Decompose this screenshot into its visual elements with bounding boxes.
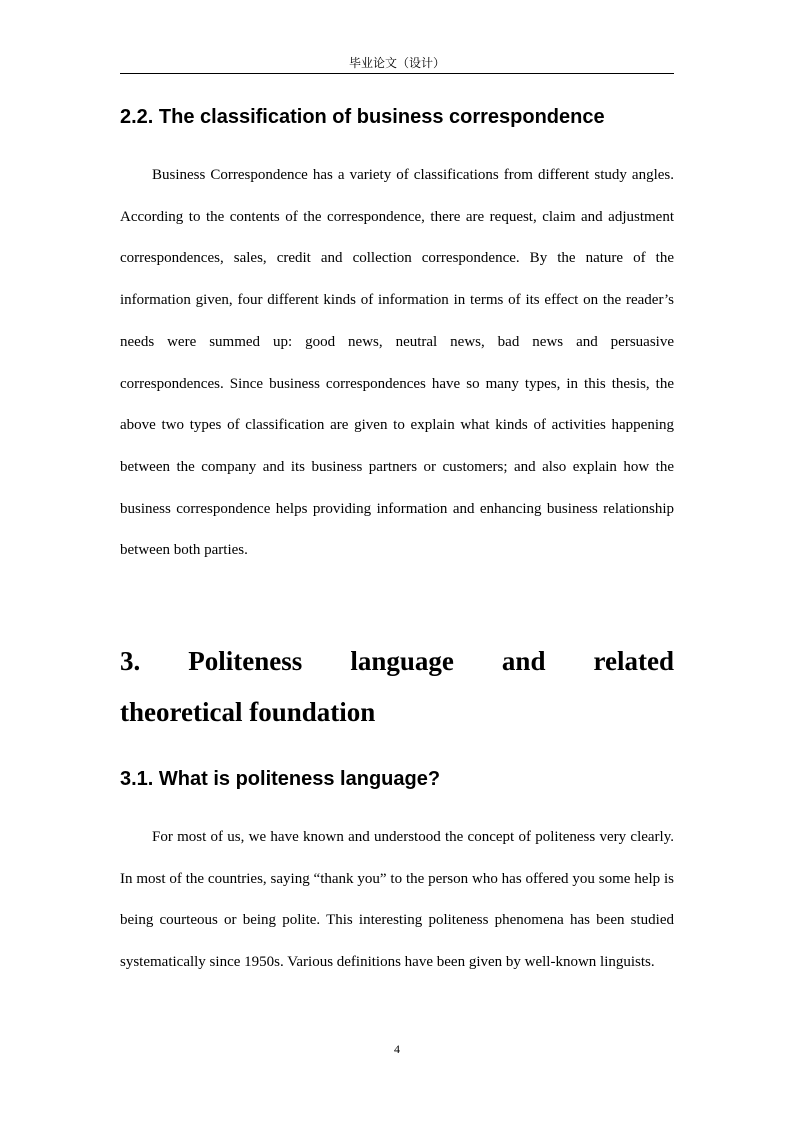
section-2-2-heading: 2.2. The classification of business correspondence (120, 106, 605, 128)
page-header: 毕业论文（设计） (348, 56, 445, 70)
page-number: 4 (394, 1042, 400, 1056)
section-2-2-paragraph: Business Correspondence has a variety of classifications from different study angles. According to the contents of the correspondence, there are request, claim and adjustment correspondences, sales, credit and collection correspondence. By the nature of the information given, four different kinds of information in terms of its effect on the reader’s needs were summed up: good news, neutral news, bad news and persuasive correspondences. Since business correspondences have so many types, in this thesis, the above two types of classification are given to explain what kinds of activities happening between the company and its business partners or customers; and also explain how the business correspondence helps providing information and enhancing business relationship between both parties. (120, 167, 674, 559)
header-rule (120, 73, 674, 74)
section-3-heading (120, 636, 674, 738)
section-3-heading-line2: theoretical foundation (120, 697, 376, 727)
section-3-1-heading: 3.1. What is politeness language? (120, 768, 441, 790)
section-3-1-paragraph: For most of us, we have known and understood the concept of politeness very clearly. In most of the countries, saying “thank you” to the person who has offered you some help is being courteous or being polite. This interesting politeness phenomena has been studied systematically since 1950s. Various definitions have been given by well-known linguists. (120, 829, 674, 971)
section-3-heading-line1: 3. Politeness language and related (120, 646, 674, 676)
